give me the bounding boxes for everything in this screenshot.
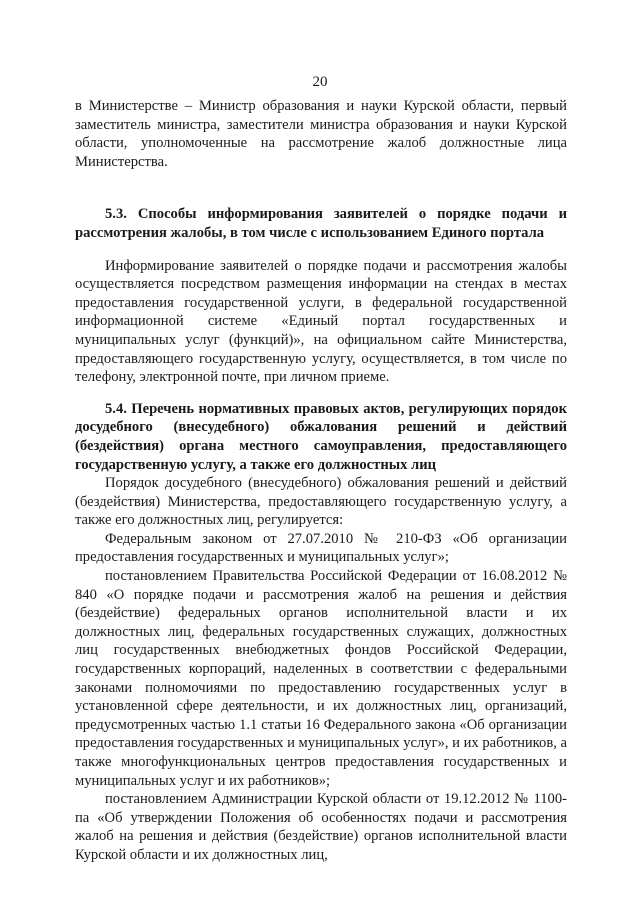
paragraph-ministry-officials: в Министерстве – Министр образования и науки Курской области, первый заместитель министра, заместители министра образования и науки Курской области, уполномоченные на рассмотрение жалоб должностные лица Министерства. xyxy=(75,98,567,170)
section-heading-5-3: 5.3. Способы информирования заявителей о порядке подачи и рассмотрения жалобы, в том числе с использованием Единого портала xyxy=(75,206,567,241)
paragraph-appeal-procedure: Порядок досудебного (внесудебного) обжалования решений и действий (бездействия) Министерства, предоставляющего государственную услугу, а также его должностных лиц, регулируется: xyxy=(75,475,567,529)
paragraph-government-decree-840: постановлением Правительства Российской Федерации от 16.08.2012 № 840 «О порядке подачи и рассмотрения жалоб на решения и действия (бездействие) федеральных органов исполнительной власти и их должностных лиц, федеральных государственных служащих, должностных лиц государственных внебюджетных фондов Российской Федерации, государственных корпораций, наделенных в соответствии с федеральными законами полномочиями по предоставлению государственных услуг в установленной сфере деятельности, и их должностных лиц, организаций, предусмотренных частью 1.1 статьи 16 Федерального закона «Об организации предоставления государственных и муниципальных услуг», и их работников, а также многофункциональных центров предоставления государственных и муниципальных услуг и их работников»; xyxy=(75,568,567,789)
paragraph-federal-law-210: Федеральным законом от 27.07.2010 № 210-ФЗ «Об организации предоставления государственных и муниципальных услуг»; xyxy=(75,530,567,566)
paragraph-kursk-decree-1100: постановлением Администрации Курской области от 19.12.2012 № 1100-па «Об утверждении Положения об особенностях подачи и рассмотрения жалоб на решения и действия (бездействие) органов исполнительной власти Курской области и их должностных лиц, xyxy=(75,791,567,863)
document-body xyxy=(75,97,567,865)
page-number: 20 xyxy=(312,74,328,90)
paragraph-informing-applicants: Информирование заявителей о порядке подачи и рассмотрения жалобы осуществляется посредством размещения информации на стендах в местах предоставления государственной услуги, в федеральной государственной информационной системе «Единый портал государственных и муниципальных услуг (функций)», на официальном сайте Министерства, предоставляющего государственную услугу, осуществляется, в том числе по телефону, электронной почте, при личном приеме. xyxy=(75,257,567,386)
section-heading-5-4: 5.4. Перечень нормативных правовых актов, регулирующих порядок досудебного (внесудебного) обжалования решений и действий (бездействия) органа местного самоуправления, предоставляющего государственную услугу, а также его должностных лиц xyxy=(75,400,567,473)
